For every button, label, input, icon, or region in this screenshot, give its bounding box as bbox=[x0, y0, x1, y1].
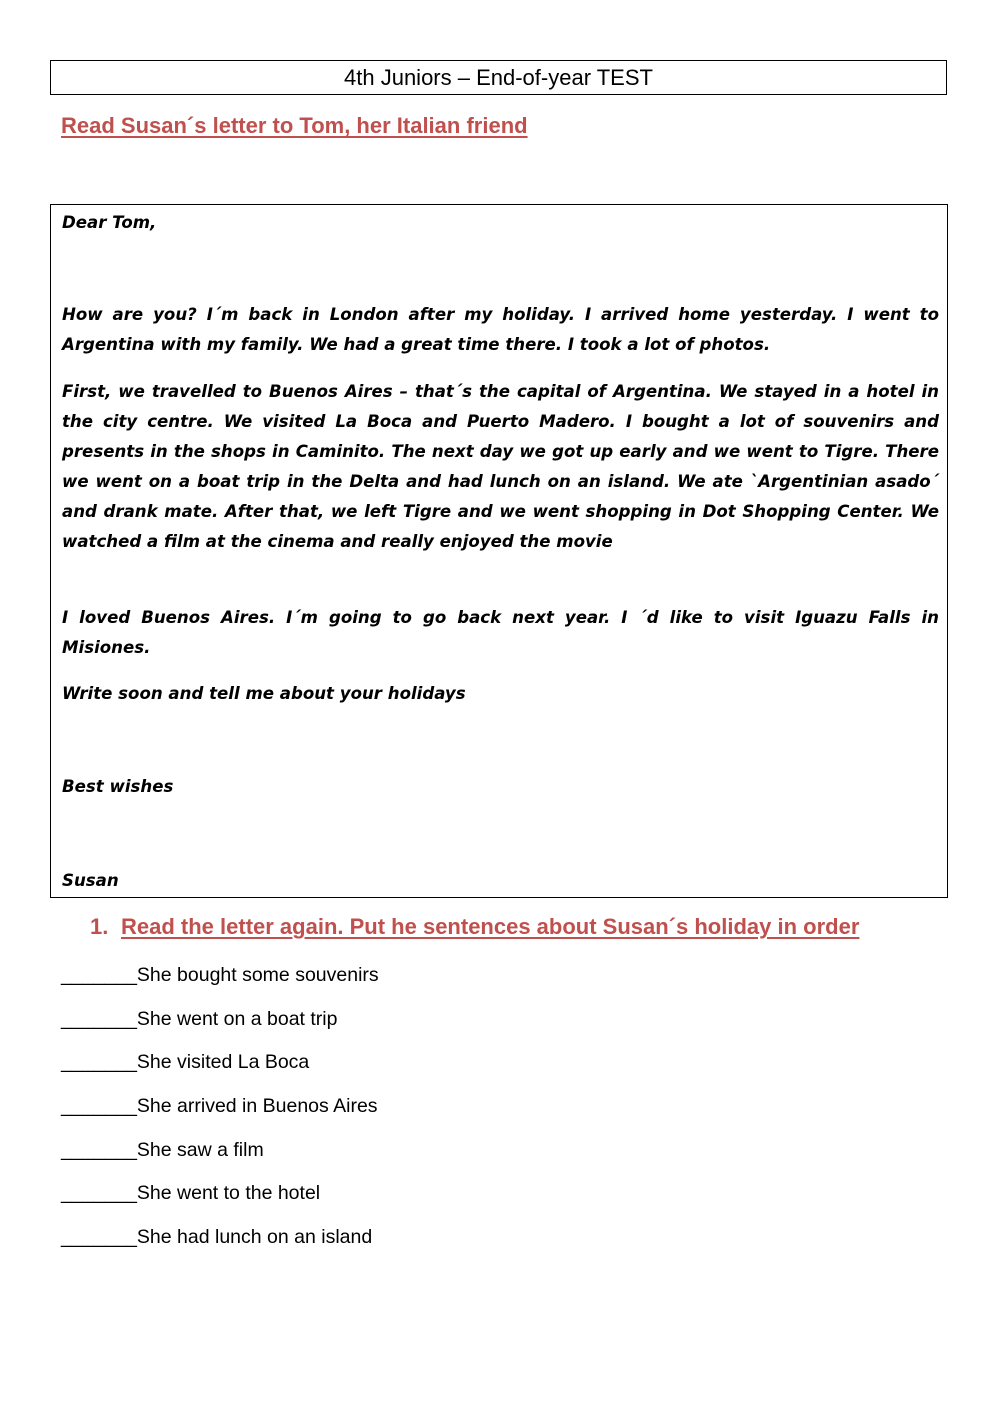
reading-instruction: Read Susan´s letter to Tom, her Italian friend bbox=[61, 113, 528, 138]
letter-paragraph: How are you? I´m back in London after my holiday. I arrived home yesterday. I went to Argentina with my family. We had a great time there. I took a lot of photos. bbox=[62, 305, 939, 354]
ordering-item[interactable]: _______She bought some souvenirs bbox=[61, 964, 379, 986]
ordering-item[interactable]: _______She arrived in Buenos Aires bbox=[61, 1095, 378, 1118]
page-title: 4th Juniors – End-of-year TEST bbox=[50, 60, 947, 95]
exercise-number: 1. bbox=[90, 914, 109, 939]
letter-signature: Susan bbox=[62, 871, 119, 890]
ordering-item[interactable]: _______She went to the hotel bbox=[61, 1182, 321, 1205]
ordering-item[interactable]: _______She went on a boat trip bbox=[61, 1007, 338, 1030]
exercise-prompt: Read the letter again. Put he sentences about Susan´s holiday in order bbox=[121, 914, 860, 939]
letter-closing: Best wishes bbox=[62, 777, 174, 796]
letter-paragraph: Write soon and tell me about your holidays bbox=[62, 684, 466, 703]
ordering-item[interactable]: _______She had lunch on an island bbox=[61, 1226, 373, 1249]
exercise-question bbox=[90, 914, 859, 940]
letter-paragraph: First, we travelled to Buenos Aires – that´s the capital of Argentina. We stayed in a hotel in the city centre. We visited La Boca and Puerto Madero. I bought a lot of souvenirs and presents in the shops in Caminito. The next day we got up early and we went to Tigre. There we went on a boat trip in the Delta and had lunch on an island. We ate `Argentinian asado´ and drank mate. After that, we left Tigre and we went shopping in Dot Shopping Center. We watched a film at the cinema and really enjoyed the movie bbox=[62, 382, 939, 551]
letter-box bbox=[50, 204, 948, 898]
letter-paragraph: I loved Buenos Aires. I´m going to go back next year. I ´d like to visit Iguazu Falls in Misiones. bbox=[62, 608, 939, 657]
ordering-item[interactable]: _______She visited La Boca bbox=[61, 1051, 310, 1074]
letter-salutation: Dear Tom, bbox=[62, 213, 157, 232]
ordering-item[interactable]: _______She saw a film bbox=[61, 1138, 264, 1161]
ordering-list bbox=[61, 962, 379, 1268]
